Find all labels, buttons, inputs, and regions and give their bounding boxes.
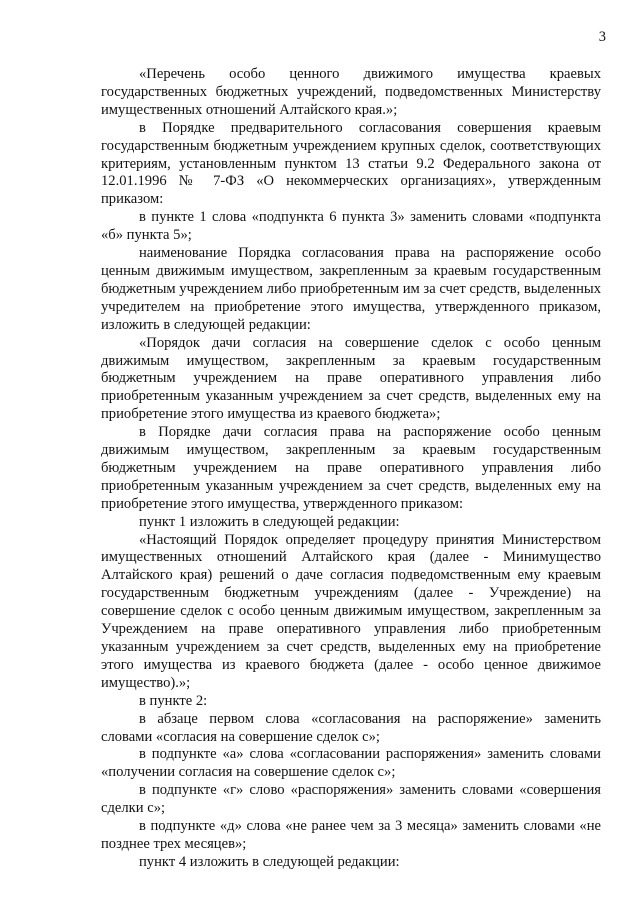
page-number: 3 <box>598 29 606 45</box>
paragraph: в Порядке предварительного согласования совершения краевым государственным бюджетным учреждением крупных сделок, соответствующих критериям, установленным пунктом 13 статьи 9.2 Федерального закона от 12.01.1996 № 7-ФЗ «О некоммерческих организациях», утвержденным приказом: <box>101 119 601 208</box>
document-body <box>101 66 601 872</box>
paragraph: в пункте 1 слова «подпункта 6 пункта 3» заменить словами «подпункта «б» пункта 5»; <box>101 209 601 244</box>
paragraph: наименование Порядка согласования права на распоряжение особо ценным движимым имуществом, закрепленным за краевым государственным бюджетным учреждением либо приобретенным им за счет средств, выделенных учредителем на приобретение этого имущества, утвержденного приказом, изложить в следующей редакции: <box>101 245 601 333</box>
paragraph: «Порядок дачи согласия на совершение сделок с особо ценным движимым имуществом, закрепленным за краевым государственным бюджетным учреждением на праве оперативного управления либо приобретенным указанным учреждением за счет средств, выделенных ему на приобретение этого имущества из краевого бюджета»; <box>101 334 601 423</box>
paragraph: пункт 4 изложить в следующей редакции: <box>139 853 400 870</box>
paragraph: в пункте 2: <box>139 692 208 709</box>
paragraph: «Перечень особо ценного движимого имущества краевых государственных бюджетных учреждений, подведомственных Министерству имущественных отношений Алтайского края.»; <box>101 66 601 118</box>
paragraph: в подпункте «д» слова «не ранее чем за 3 месяца» заменить словами «не позднее трех месяцев»; <box>101 818 601 852</box>
paragraph: пункт 1 изложить в следующей редакции: <box>139 513 400 530</box>
paragraph: в подпункте «г» слово «распоряжения» заменить словами «совершения сделки с»; <box>101 782 601 817</box>
paragraph: в подпункте «а» слова «согласовании распоряжения» заменить словами «получении согласия на совершение сделок с»; <box>101 746 601 781</box>
paragraph: в абзаце первом слова «согласования на распоряжение» заменить словами «согласия на совершение сделок с»; <box>101 710 601 745</box>
paragraph: «Настоящий Порядок определяет процедуру принятия Министерством имущественных отношений Алтайского края (далее - Минимущество Алтайского края) решений о даче согласия подведомственным ему краевым государственным бюджетным учреждениям (далее - Учреждение) на совершение сделок с особо ценным движимым имуществом, закрепленным за Учреждением на праве оперативного управления либо приобретенным указанным учреждением за счет средств, выделенных ему на приобретение этого имущества из краевого бюджета (далее - особо ценное движимое имущество).»; <box>101 531 601 691</box>
paragraph: в Порядке дачи согласия права на распоряжение особо ценным движимым имуществом, закрепленным за краевым государственным бюджетным учреждением на праве оперативного управления либо приобретенным указанным учреждением за счет средств, выделенных ему на приобретение этого имущества, утвержденного приказом: <box>101 424 601 512</box>
